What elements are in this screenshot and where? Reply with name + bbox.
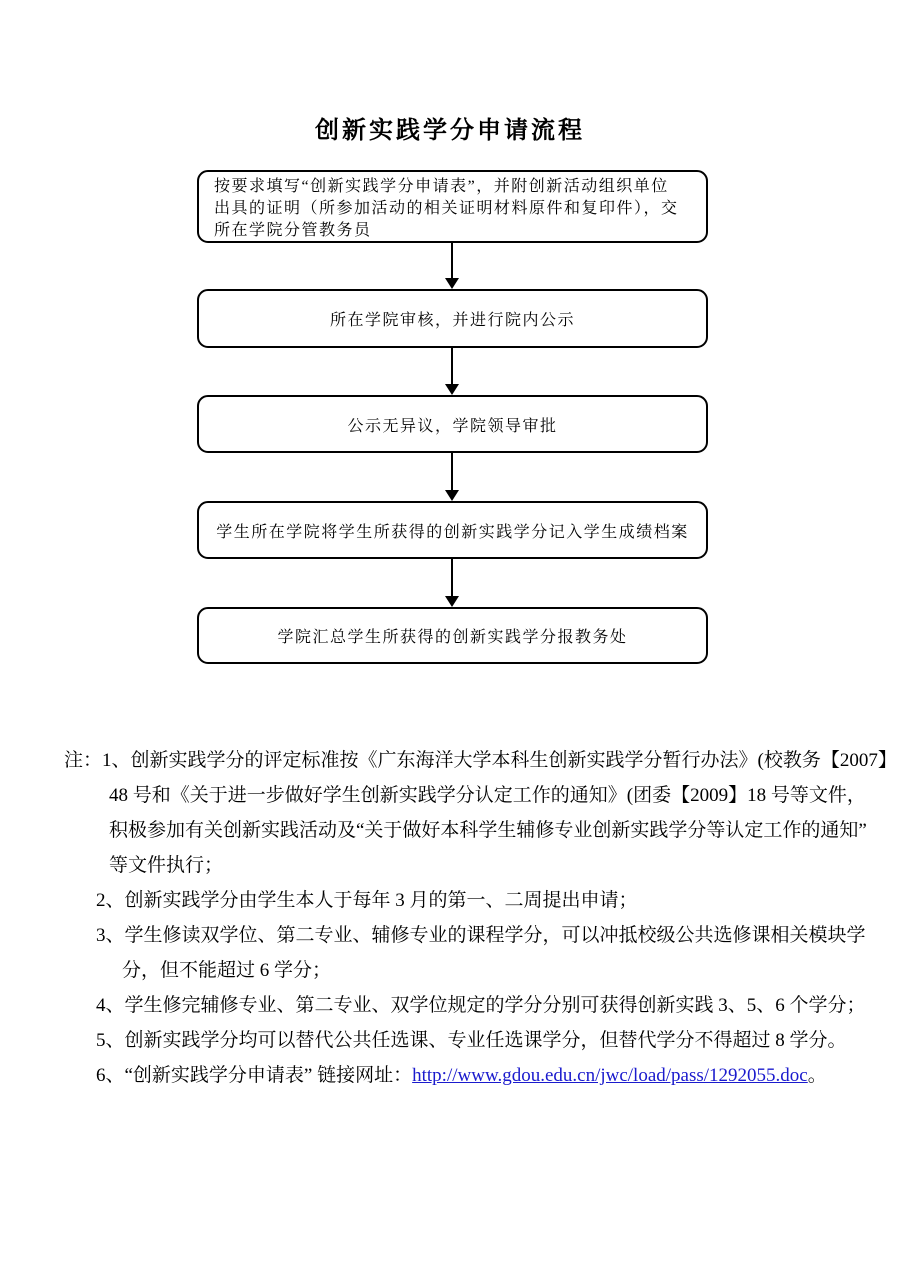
flow-step-2-label: 所在学院审核，并进行院内公示	[329, 312, 575, 329]
note-5: 5、创新实践学分均可以替代公共任选课、专业任选课学分，但替代学分不得超过 8 学分。	[96, 1030, 847, 1051]
note-1-line-4: 等文件执行；	[109, 855, 224, 876]
flow-step-5-label: 学院汇总学生所获得的创新实践学分报教务处	[277, 629, 628, 646]
flow-step-1-line-2: 出具的证明（所参加活动的相关证明材料原件和复印件），交	[214, 200, 679, 217]
page-title: 创新实践学分申请流程	[315, 118, 585, 144]
note-3-line-1: 3、学生修读双学位、第二专业、辅修专业的课程学分，可以冲抵校级公共选修课相关模块学	[96, 925, 866, 946]
note-6-suffix: 。	[807, 1065, 827, 1086]
note-1-line-3: 积极参加有关创新实践活动及“关于做好本科学生辅修专业创新实践学分等认定工作的通知”	[109, 820, 867, 841]
flow-step-4-box	[197, 501, 708, 559]
arrow-down-2-icon	[445, 348, 459, 395]
application-form-link[interactable]: http://www.gdou.edu.cn/jwc/load/pass/1292055.doc	[412, 1065, 808, 1086]
flow-step-1-line-1: 按要求填写“创新实践学分申请表”，并附创新活动组织单位	[214, 178, 669, 195]
flow-step-2-box	[197, 289, 708, 348]
notes-section	[0, 743, 900, 1093]
flow-step-5-box	[197, 607, 708, 664]
note-6-prefix: 6、“创新实践学分申请表” 链接网址：	[96, 1065, 413, 1086]
arrow-down-3-icon	[445, 453, 459, 501]
arrow-down-4-icon	[445, 559, 459, 607]
arrow-head	[445, 596, 459, 607]
flow-step-4-label: 学生所在学院将学生所获得的创新实践学分记入学生成绩档案	[216, 523, 689, 541]
flow-step-3-label: 公示无异议，学院领导审批	[347, 417, 558, 435]
arrow-shaft	[451, 348, 453, 384]
arrow-shaft	[451, 453, 453, 490]
flow-step-1-box	[197, 170, 708, 243]
arrow-head	[445, 278, 459, 289]
arrow-head	[445, 490, 459, 501]
note-1-line-2: 48 号和《关于进一步做好学生创新实践学分认定工作的通知》(团委【2009】18 号等文件，	[109, 785, 866, 806]
note-6	[0, 1058, 900, 1093]
arrow-shaft	[451, 243, 453, 278]
flow-step-1-line-3: 所在学院分管教务员	[214, 222, 372, 239]
note-3-line-2: 分，但不能超过 6 学分；	[122, 960, 332, 981]
arrow-down-1-icon	[445, 243, 459, 289]
note-4: 4、学生修完辅修专业、第二专业、双学位规定的学分分别可获得创新实践 3、5、6 个学分；	[96, 995, 866, 1016]
note-1-line-1: 注：1、创新实践学分的评定标准按《广东海洋大学本科生创新实践学分暂行办法》(校教务【2007】	[64, 750, 897, 771]
arrow-head	[445, 384, 459, 395]
arrow-shaft	[451, 559, 453, 596]
flow-step-3-box	[197, 395, 708, 453]
note-2: 2、创新实践学分由学生本人于每年 3 月的第一、二周提出申请；	[96, 890, 638, 911]
